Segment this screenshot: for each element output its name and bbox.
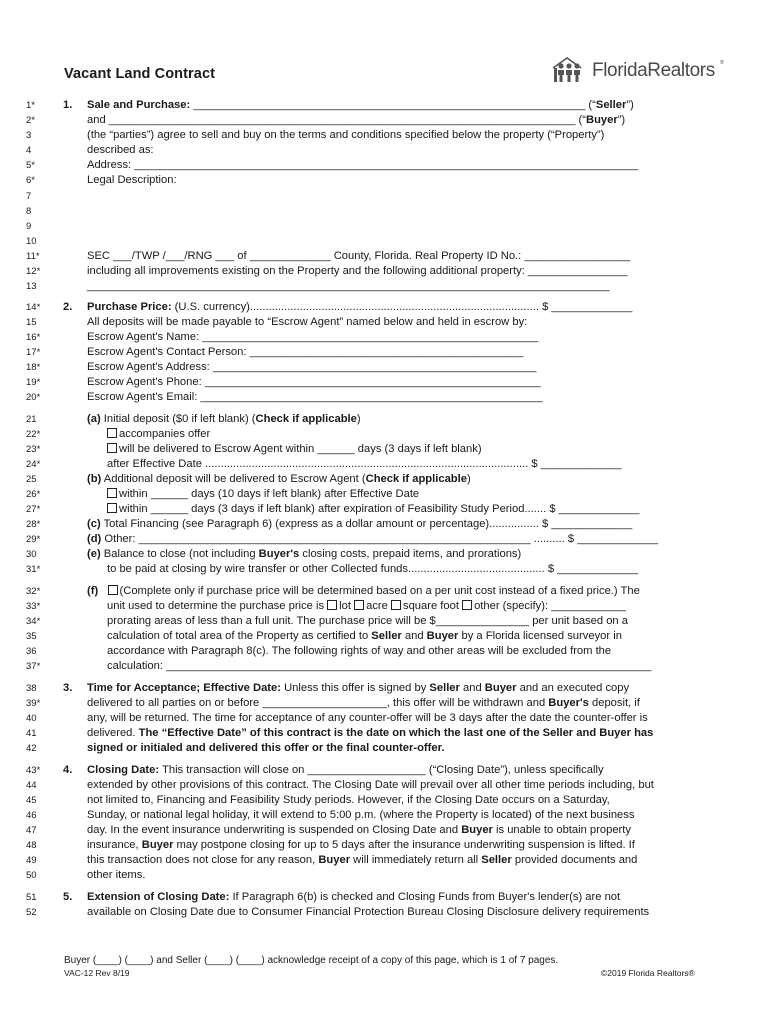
line-number: 19* (26, 377, 41, 388)
line-number: 36 (26, 646, 37, 657)
line-number: 8 (26, 206, 32, 217)
line-text: available on Closing Date due to Consumer Financial Protection Bureau Closing Disclosure delivery requirements (87, 906, 650, 918)
copyright: ©2019 Florida Realtors® (601, 968, 695, 978)
line-text: Extension of Closing Date: If Paragraph 6(b) is checked and Closing Funds from Buyer's lender(s) are not (87, 891, 621, 903)
line-number: 47 (26, 825, 37, 836)
contract-line (0, 487, 770, 502)
checkbox[interactable] (108, 585, 118, 595)
logo-wordmark: FloridaRealtors (592, 60, 715, 81)
section-number: 1. (63, 99, 73, 111)
contract-line (0, 778, 770, 793)
line-number: 27* (26, 504, 41, 515)
line-number: 25 (26, 474, 37, 485)
contract-line (0, 614, 770, 629)
contract-line (0, 472, 770, 487)
contract-line (0, 375, 770, 390)
checkbox[interactable] (107, 503, 117, 513)
contract-line (0, 502, 770, 517)
line-text: delivered to all parties on or before ____________________, this offer will be withdrawn and Buyer's deposit, if (87, 697, 640, 709)
contract-line (0, 279, 770, 294)
line-number: 17* (26, 347, 41, 358)
line-text: Escrow Agent's Address: ____________________________________________________ (87, 361, 537, 373)
line-text: All deposits will be made payable to “Escrow Agent” named below and held in escrow by: (87, 316, 528, 328)
line-text: calculation: ______________________________________________________________________________ (107, 660, 652, 672)
line-number: 21 (26, 414, 37, 425)
line-text: Escrow Agent's Email: _______________________________________________________ (87, 391, 543, 403)
contract-line (0, 890, 770, 905)
line-number: 49 (26, 855, 37, 866)
checkbox[interactable] (354, 600, 364, 610)
line-text: signed or initialed and delivered this offer or the final counter-offer. (87, 742, 445, 754)
section-number: 5. (63, 891, 73, 903)
line-number: 14* (26, 302, 41, 313)
line-number: 22* (26, 429, 41, 440)
line-number: 42 (26, 743, 37, 754)
line-number: 48 (26, 840, 37, 851)
contract-line (0, 457, 770, 472)
line-text: to be paid at closing by wire transfer or other Collected funds............................................ $ _____________ (107, 563, 639, 575)
line-number: 9 (26, 221, 32, 232)
line-text: extended by other provisions of this contract. The Closing Date will prevail over all other time periods including, but (87, 779, 654, 791)
contract-line (0, 905, 770, 920)
contract-line (0, 599, 770, 614)
contract-line (0, 412, 770, 427)
line-text: Sunday, or national legal holiday, it will extend to 5:00 p.m. (where the Property is located) of the next business (87, 809, 635, 821)
line-number: 16* (26, 332, 41, 343)
line-text: (e) Balance to close (not including Buyer's closing costs, prepaid items, and prorations) (87, 548, 522, 560)
contract-line (0, 584, 770, 599)
contract-line (0, 838, 770, 853)
line-number: 12* (26, 266, 41, 277)
line-number: 31* (26, 564, 41, 575)
line-text: within ______ days (3 days if left blank) after expiration of Feasibility Study Period....... $ _____________ (107, 502, 640, 517)
line-number: 50 (26, 870, 37, 881)
line-text: Purchase Price: (U.S. currency)............................................................................................. $ _____________ (87, 301, 633, 313)
line-number: 15 (26, 317, 37, 328)
line-text: this transaction does not close for any reason, Buyer will immediately return all Seller provided documents and (87, 854, 638, 866)
line-number: 11* (26, 251, 40, 262)
line-text: Escrow Agent's Name: ______________________________________________________ (87, 331, 539, 343)
line-number: 13 (26, 281, 37, 292)
line-number: 46 (26, 810, 37, 821)
line-text: SEC ___/TWP /___/RNG ___ of _____________ County, Florida. Real Property ID No.: _________________ (87, 250, 631, 262)
line-number: 18* (26, 362, 41, 373)
line-number: 41 (26, 728, 37, 739)
line-text: and ___________________________________________________________________________ (“Buyer”) (87, 114, 626, 126)
line-text: ____________________________________________________________________________________ (87, 280, 610, 292)
document-title: Vacant Land Contract (64, 66, 216, 82)
line-number: 23* (26, 444, 41, 455)
line-number: 28* (26, 519, 41, 530)
line-text: unit used to determine the purchase price is lot acre square foot other (specify): ____________ (107, 600, 626, 612)
contract-line (0, 644, 770, 659)
line-text: Time for Acceptance; Effective Date: Unless this offer is signed by Seller and Buyer and an executed copy (87, 682, 630, 694)
line-text: Closing Date: This transaction will close on ___________________ (“Closing Date”), unless specifically (87, 764, 604, 776)
line-number: 20* (26, 392, 41, 403)
contract-line (0, 741, 770, 756)
contract-line (0, 264, 770, 279)
line-text: will be delivered to Escrow Agent within ______ days (3 days if left blank) (107, 442, 482, 457)
line-text: not limited to, Financing and Feasibility Study periods. However, if the Closing Date occurs on a Saturday, (87, 794, 610, 806)
contract-line (0, 204, 770, 219)
line-number: 40 (26, 713, 37, 724)
contract-line (0, 158, 770, 173)
line-text: (c) Total Financing (see Paragraph 6) (express as a dollar amount or percentage)................ $ _____________ (87, 518, 633, 530)
line-number: 33* (26, 601, 41, 612)
line-text: accordance with Paragraph 8(c). The following rights of way and other areas will be excluded from the (107, 645, 612, 657)
line-number: 38 (26, 683, 37, 694)
line-number: 24* (26, 459, 41, 470)
line-number: 29* (26, 534, 41, 545)
line-text: described as: (87, 144, 154, 156)
line-number: 32* (26, 586, 41, 597)
form-id: VAC-12 Rev 8/19 (64, 968, 130, 978)
line-number: 6* (26, 175, 35, 186)
line-text: insurance, Buyer may postpone closing for up to 5 days after the insurance underwriting suspension is lifted. If (87, 839, 635, 851)
contract-line (0, 793, 770, 808)
line-text: (the “parties”) agree to sell and buy on the terms and conditions specified below the property (“Property”) (87, 129, 605, 141)
acknowledgement-line: Buyer (____) (____) and Seller (____) (____) acknowledge receipt of a copy of this page, which is 1 of 7 pages. (64, 955, 559, 966)
line-number: 39* (26, 698, 41, 709)
realtors-house-people-icon (549, 56, 589, 84)
contract-line (0, 868, 770, 883)
contract-line (0, 360, 770, 375)
line-number: 7 (26, 191, 32, 202)
line-number: 3 (26, 130, 32, 141)
line-text: after Effective Date ........................................................................................................ $ _____________ (107, 458, 622, 470)
line-text: (a) Initial deposit ($0 if left blank) (Check if applicable) (87, 413, 361, 425)
line-text: including all improvements existing on the Property and the following additional property: ________________ (87, 265, 628, 277)
contract-line (0, 696, 770, 711)
section-number: 4. (63, 764, 73, 776)
contract-line (0, 427, 770, 442)
line-number: 35 (26, 631, 37, 642)
contract-line (0, 219, 770, 234)
contract-line (0, 98, 770, 113)
line-text: any, will be returned. The time for acceptance of any counter-offer will be 3 days after the date the counter-offer is (87, 712, 648, 724)
line-number: 10 (26, 236, 37, 247)
line-text: other items. (87, 869, 146, 881)
contract-line (0, 629, 770, 644)
contract-line (0, 189, 770, 204)
contract-line (0, 173, 770, 188)
line-text: accompanies offer (107, 427, 210, 442)
contract-line (0, 547, 770, 562)
line-text: (f) (Complete only if purchase price will be determined based on a per unit cost instead of a fixed price.) The (87, 585, 640, 597)
florida-realtors-logo (549, 56, 724, 86)
contract-line (0, 532, 770, 547)
line-number: 45 (26, 795, 37, 806)
contract-line (0, 390, 770, 405)
checkbox[interactable] (462, 600, 472, 610)
contract-line (0, 562, 770, 577)
line-text: Escrow Agent's Phone: ______________________________________________________ (87, 376, 541, 388)
checkbox[interactable] (327, 600, 337, 610)
line-text: (d) Other: _______________________________________________________________ .......... $ _____________ (87, 533, 659, 545)
contract-line (0, 315, 770, 330)
contract-line (0, 808, 770, 823)
contract-line (0, 345, 770, 360)
checkbox[interactable] (107, 488, 117, 498)
line-number: 37* (26, 661, 41, 672)
contract-line (0, 681, 770, 696)
line-number: 44 (26, 780, 37, 791)
contract-line (0, 143, 770, 158)
line-number: 5* (26, 160, 35, 171)
contract-line (0, 442, 770, 457)
line-number: 34* (26, 616, 41, 627)
line-number: 4 (26, 145, 32, 156)
contract-line (0, 300, 770, 315)
line-text: delivered. The “Effective Date” of this contract is the date on which the last one of the Seller and Buyer has (87, 727, 654, 739)
contract-line (0, 128, 770, 143)
line-number: 2* (26, 115, 35, 126)
contract-line (0, 711, 770, 726)
contract-line (0, 763, 770, 778)
line-text: Address: _________________________________________________________________________________ (87, 159, 639, 171)
line-number: 52 (26, 907, 37, 918)
contract-line (0, 517, 770, 532)
checkbox[interactable] (391, 600, 401, 610)
line-number: 43* (26, 765, 41, 776)
line-number: 1* (26, 100, 35, 111)
checkbox[interactable] (107, 443, 117, 453)
contract-line (0, 234, 770, 249)
logo-trademark: ® (720, 60, 724, 66)
contract-line (0, 726, 770, 741)
line-text: within ______ days (10 days if left blank) after Effective Date (107, 487, 419, 502)
line-text: day. In the event insurance underwriting is suspended on Closing Date and Buyer is unable to obtain property (87, 824, 631, 836)
line-text: Sale and Purchase: _______________________________________________________________ (“Seller”) (87, 99, 634, 111)
contract-line (0, 823, 770, 838)
line-text: (b) Additional deposit will be delivered to Escrow Agent (Check if applicable) (87, 473, 471, 485)
section-number: 2. (63, 301, 73, 313)
section-number: 3. (63, 682, 73, 694)
checkbox[interactable] (107, 428, 117, 438)
contract-line (0, 853, 770, 868)
line-text: calculation of total area of the Property as certified to Seller and Buyer by a Florida licensed surveyor in (107, 630, 622, 642)
line-number: 51 (26, 892, 37, 903)
line-text: prorating areas of less than a full unit. The purchase price will be $_______________ per unit based on a (107, 615, 628, 627)
line-text: Escrow Agent's Contact Person: ____________________________________________ (87, 346, 524, 358)
contract-line (0, 113, 770, 128)
contract-line (0, 330, 770, 345)
line-text: Legal Description: (87, 174, 177, 186)
contract-line (0, 659, 770, 674)
line-number: 30 (26, 549, 37, 560)
line-number: 26* (26, 489, 41, 500)
contract-line (0, 249, 770, 264)
